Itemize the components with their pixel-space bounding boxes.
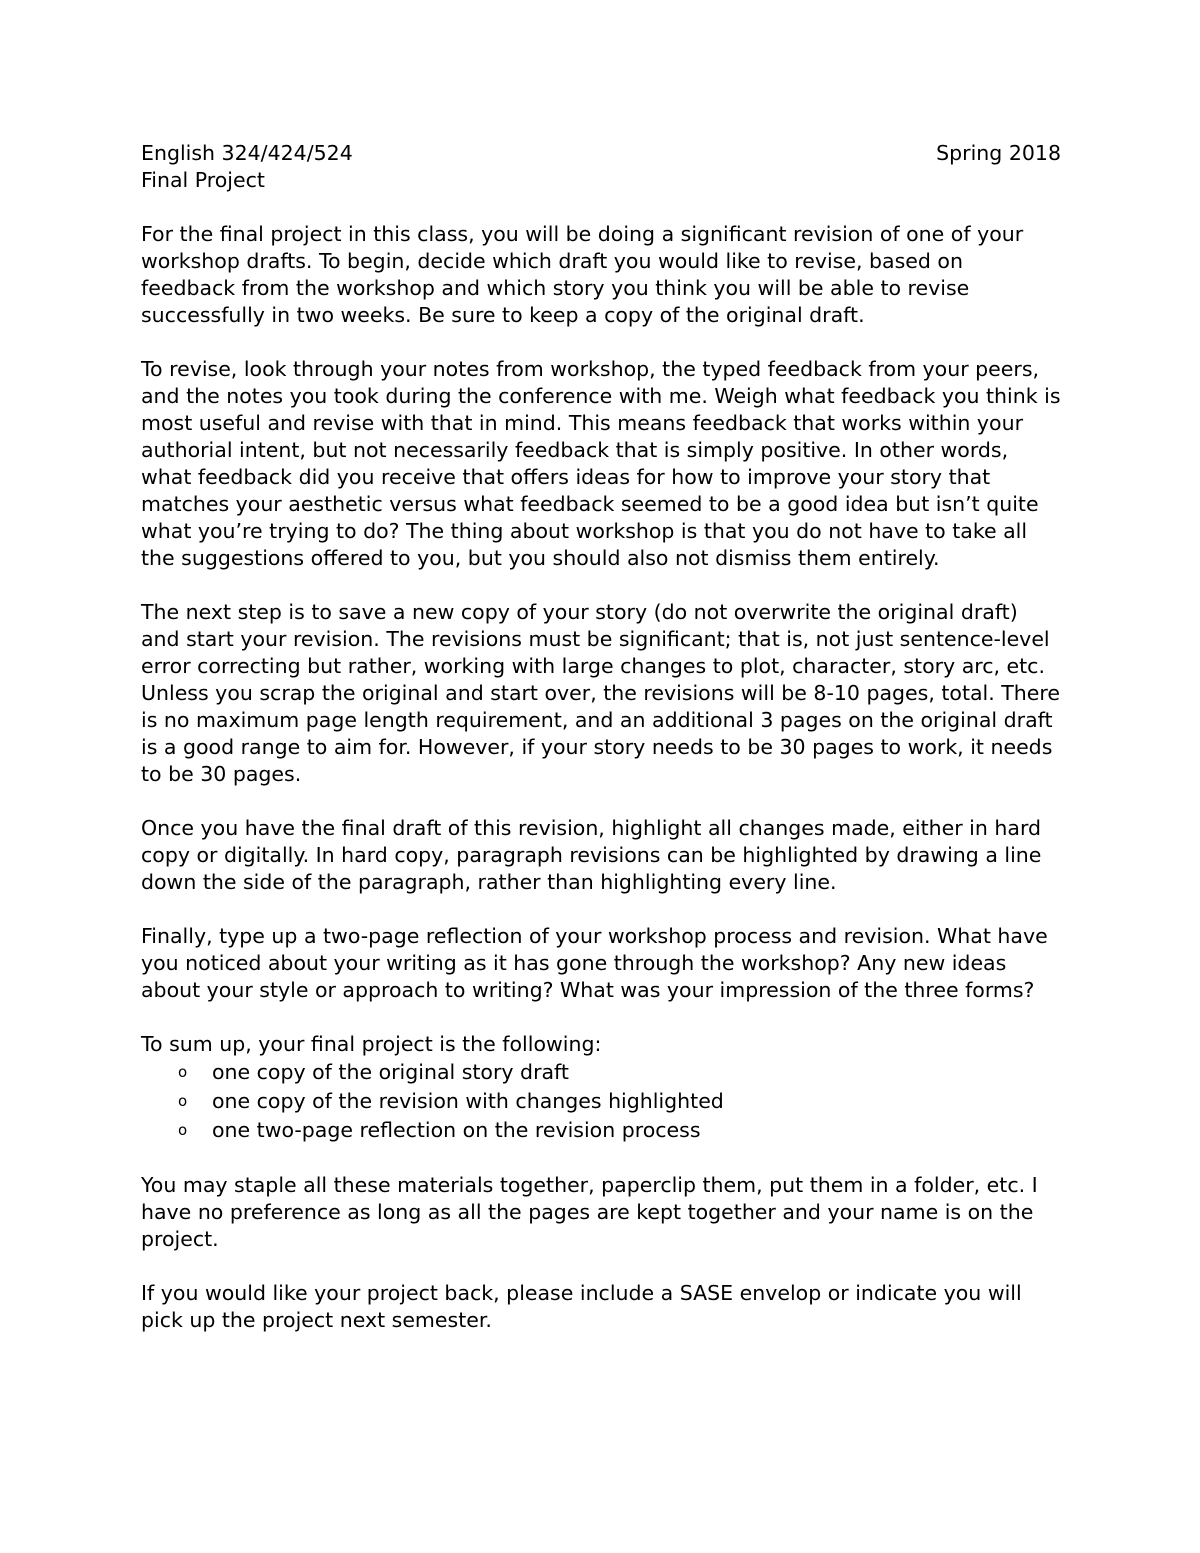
summary-intro: To sum up, your final project is the following: [141, 1032, 602, 1056]
paragraph-materials: You may staple all these materials together, paperclip them, put them in a folder, etc. I have no preference as long as all the pages are kept together and your name is on the project. [141, 1173, 1038, 1251]
term: Spring 2018 [936, 141, 1061, 165]
list-item [141, 1058, 1061, 1087]
bullet-icon: o [178, 1063, 188, 1081]
list-item-text: one two-page reflection on the revision process [212, 1118, 701, 1142]
bullet-icon: o [178, 1092, 188, 1110]
summary-list [141, 1058, 1061, 1145]
list-item [141, 1087, 1061, 1116]
list-item-text: one copy of the revision with changes highlighted [212, 1089, 724, 1113]
document-title: Final Project [141, 168, 265, 192]
paragraph-return: If you would like your project back, please include a SASE envelop or indicate you will pick up the project next semester. [141, 1281, 1022, 1332]
paragraph-intro: For the final project in this class, you will be doing a significant revision of one of your workshop drafts. To begin, decide which draft you would like to revise, based on feedback from the workshop and which story you think you will be able to revise successfully in two weeks. Be sure to keep a copy of the original draft. [141, 222, 1024, 327]
document-page [141, 140, 1061, 1334]
list-item [141, 1116, 1061, 1145]
paragraph-reflection: Finally, type up a two-page reflection of your workshop process and revision. What have you noticed about your writing as it has gone through the workshop? Any new ideas about your style or approach to writing? What was your impression of the three forms? [141, 924, 1048, 1002]
paragraph-revise: To revise, look through your notes from workshop, the typed feedback from your peers, and the notes you took during the conference with me. Weigh what feedback you think is most useful and revise with that in mind. This means feedback that works within your authorial intent, but not necessarily feedback that is simply positive. In other words, what feedback did you receive that offers ideas for how to improve your story that matches your aesthetic versus what feedback seemed to be a good idea but isn’t quite what you’re trying to do? The thing about workshop is that you do not have to take all the suggestions offered to you, but you should also not dismiss them entirely. [141, 357, 1061, 570]
document-header [141, 140, 1061, 167]
paragraph-highlight: Once you have the final draft of this revision, highlight all changes made, either in hard copy or digitally. In hard copy, paragraph revisions can be highlighted by drawing a line down the side of the paragraph, rather than highlighting every line. [141, 816, 1042, 894]
list-item-text: one copy of the original story draft [212, 1060, 569, 1084]
course-number: English 324/424/524 [141, 141, 353, 165]
paragraph-next-step: The next step is to save a new copy of your story (do not overwrite the original draft) and start your revision. The revisions must be significant; that is, not just sentence-level error correcting but rather, working with large changes to plot, character, story arc, etc. Unless you scrap the original and start over, the revisions will be 8-10 pages, total. There is no maximum page length requirement, and an additional 3 pages on the original draft is a good range to aim for. However, if your story needs to be 30 pages to work, it needs to be 30 pages. [141, 600, 1061, 786]
bullet-icon: o [178, 1121, 188, 1139]
